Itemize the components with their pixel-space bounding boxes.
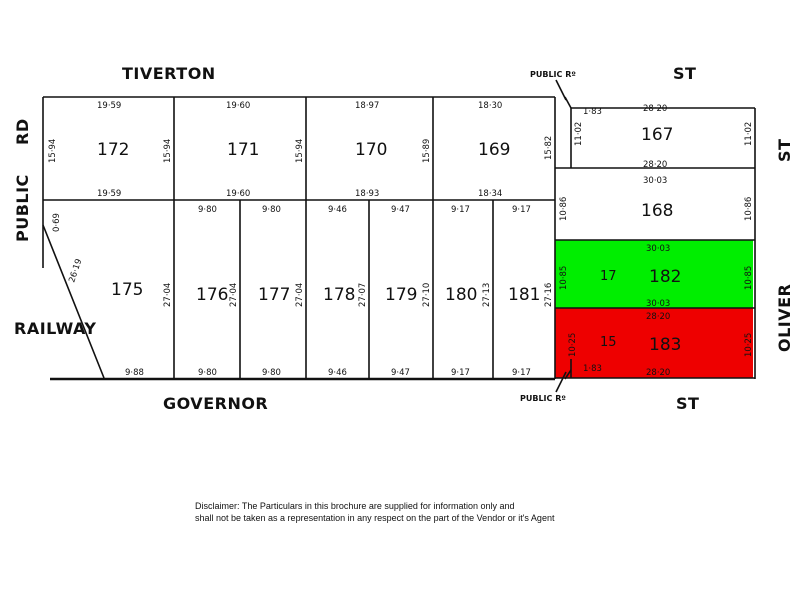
lot-182-tag: 17: [600, 269, 617, 284]
lot-178[interactable]: 178: [323, 285, 356, 305]
dim-179-top: 9·47: [391, 205, 410, 215]
dim-167-left: 11·02: [574, 121, 584, 146]
dim-183-bottom: 28·20: [646, 368, 671, 378]
dim-168-top: 30·03: [643, 176, 668, 186]
dim-183-right: 10·25: [744, 332, 754, 357]
dim-183-corner: 1·83: [583, 364, 602, 374]
dim-171-right: 15·94: [295, 138, 305, 163]
dim-169-bottom: 18·34: [478, 189, 503, 199]
dim-180-bottom: 9·17: [451, 368, 470, 378]
dim-172-bottom: 19·59: [97, 189, 122, 199]
dim-168-right: 10·86: [744, 196, 754, 221]
street-oliver-st: ST: [775, 138, 794, 162]
dim-176-top: 9·80: [198, 205, 217, 215]
street-public-rd-bottom: PUBLIC Rº: [520, 394, 566, 403]
dim-170-bottom: 18·93: [355, 189, 380, 199]
dim-177-right: 27·04: [295, 282, 305, 307]
dim-169-right: 15·82: [544, 135, 554, 160]
lot-171[interactable]: 171: [227, 140, 260, 160]
dim-183-top: 28·20: [646, 312, 671, 322]
dim-180-top: 9·17: [451, 205, 470, 215]
lot-179[interactable]: 179: [385, 285, 418, 305]
dim-181-bottom: 9·17: [512, 368, 531, 378]
dim-170-top: 18·97: [355, 101, 380, 111]
dim-169-top: 18·30: [478, 101, 503, 111]
dim-182-left: 10·85: [559, 265, 569, 290]
dim-181-right: 27·16: [544, 282, 554, 307]
dim-180-right: 27·13: [482, 282, 492, 307]
dim-176-bottom: 9·80: [198, 368, 217, 378]
dim-167-right: 11·02: [744, 121, 754, 146]
lot-182[interactable]: 182: [649, 267, 682, 287]
lot-167[interactable]: 167: [641, 125, 674, 145]
street-tiverton-st: ST: [673, 64, 697, 83]
street-tiverton: TIVERTON: [122, 64, 216, 83]
lot-169[interactable]: 169: [478, 140, 511, 160]
dim-175-right: 27·04: [163, 282, 173, 307]
street-governor: GOVERNOR: [163, 394, 269, 413]
dim-182-bottom: 30·03: [646, 299, 671, 309]
dim-172-top: 19·59: [97, 101, 122, 111]
public-rd-top-pointer: [556, 80, 566, 100]
lot-175[interactable]: 175: [111, 280, 144, 300]
disclaimer: [195, 500, 715, 524]
dim-179-right: 27·10: [422, 282, 432, 307]
dim-182-right: 10·85: [744, 265, 754, 290]
street-oliver: OLIVER: [775, 283, 794, 352]
dim-178-bottom: 9·46: [328, 368, 347, 378]
dim-167-top: 28·20: [643, 104, 668, 114]
lot-180[interactable]: 180: [445, 285, 478, 305]
dim-178-top: 9·46: [328, 205, 347, 215]
dim-183-left: 10·25: [568, 332, 578, 357]
dim-178-right: 27·07: [358, 282, 368, 307]
dim-175-bottom: 9·88: [125, 368, 144, 378]
street-public-rd-left: PUBLIC: [13, 174, 32, 242]
dim-167-corner: 1·83: [583, 107, 602, 117]
dim-168-left: 10·86: [559, 196, 569, 221]
dim-181-top: 9·17: [512, 205, 531, 215]
dim-176-right: 27·04: [229, 282, 239, 307]
dim-170-right: 15·89: [422, 138, 432, 163]
disclaimer-line-2: shall not be taken as a representation in any respect on the part of the Vendor or it's Agent: [195, 513, 555, 523]
lot-168[interactable]: 168: [641, 201, 674, 221]
lot-183-tag: 15: [600, 335, 617, 350]
dim-182-top: 30·03: [646, 244, 671, 254]
lot-177[interactable]: 177: [258, 285, 291, 305]
dim-172-right: 15·94: [163, 138, 173, 163]
dim-179-bottom: 9·47: [391, 368, 410, 378]
street-public-rd-left-suffix: RD: [13, 118, 32, 145]
dim-171-bottom: 19·60: [226, 189, 251, 199]
disclaimer-line-1: Disclaimer: The Particulars in this brochure are supplied for information only and: [195, 501, 515, 511]
dim-177-bottom: 9·80: [262, 368, 281, 378]
lot-170[interactable]: 170: [355, 140, 388, 160]
dim-175-truncation: 0·69: [52, 213, 62, 232]
lot-181[interactable]: 181: [508, 285, 541, 305]
dim-172-left: 15·94: [48, 138, 58, 163]
lot-183[interactable]: 183: [649, 335, 682, 355]
dim-167-bottom: 28·20: [643, 160, 668, 170]
dim-175-diagonal: 26·19: [67, 257, 85, 284]
dim-177-top: 9·80: [262, 205, 281, 215]
lot-172[interactable]: 172: [97, 140, 130, 160]
dim-171-top: 19·60: [226, 101, 251, 111]
street-railway: RAILWAY: [14, 319, 97, 338]
street-governor-st: ST: [676, 394, 700, 413]
street-public-rd-top: PUBLIC Rº: [530, 70, 576, 79]
lot-176[interactable]: 176: [196, 285, 229, 305]
